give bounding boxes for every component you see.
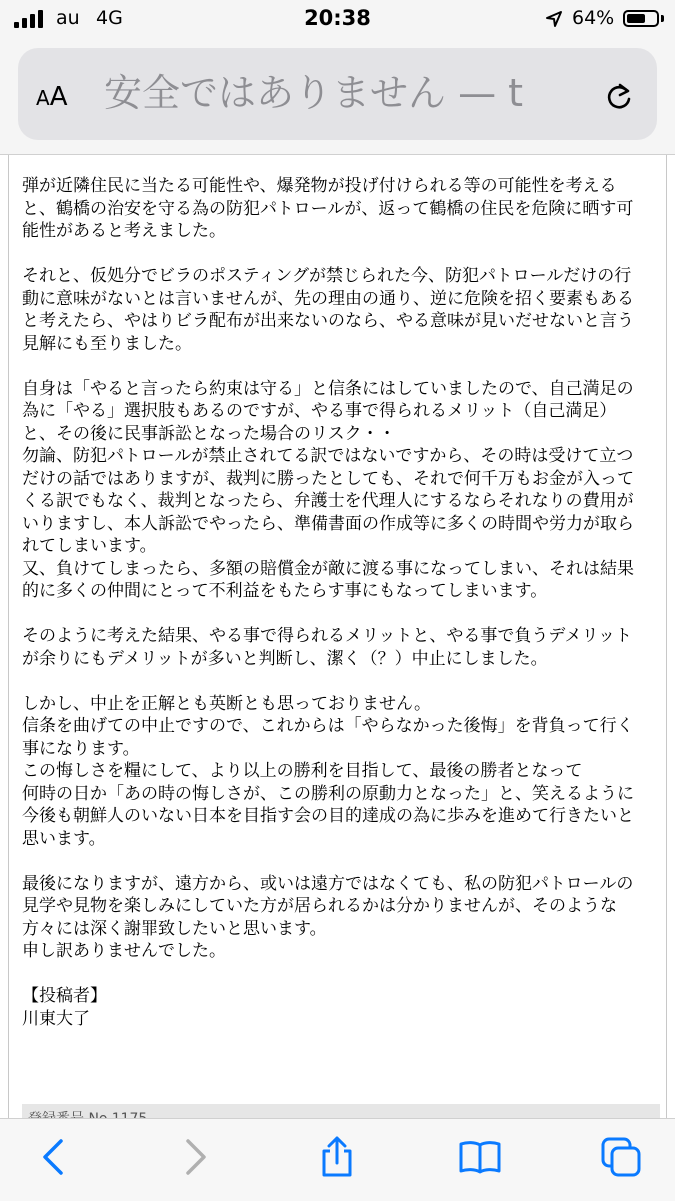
- article-line: 今後も朝鮮人のいない日本を目指す会の目的達成の為に歩みを進めて行きたいと: [22, 806, 634, 826]
- article-line: [22, 243, 662, 266]
- article-line: 何時の日か「あの時の悔しさが、この勝利の原動力となった」と、笑えるように: [22, 783, 634, 804]
- article-line: 的に多くの仲間にとって不利益をもたらす事にもなってしまいます。: [22, 581, 548, 601]
- article-line: 弾が近隣住民に当たる可能性や、爆発物が投げ付けられる等の可能性を考える: [22, 176, 617, 196]
- status-bar: [0, 0, 675, 40]
- address-bar[interactable]: [18, 48, 657, 140]
- article-line: [22, 670, 662, 693]
- text-size-button[interactable]: AA: [36, 82, 68, 112]
- article-line: [22, 850, 662, 873]
- battery-percent: 64%: [572, 7, 615, 29]
- article-line: だけの話ではありますが、裁判に勝ったとしても、それで何千万もお金が入って: [22, 468, 634, 489]
- location-icon: [545, 10, 563, 28]
- article-line: [22, 603, 662, 626]
- article-line: 勿論、防犯パトロールが禁止されてる訳ではないですから、その時は受けて立つ: [22, 446, 634, 466]
- back-icon[interactable]: [33, 1135, 77, 1179]
- article-line: れてしまいます。: [22, 536, 157, 556]
- clock: 20:38: [304, 6, 371, 30]
- article-body: [22, 175, 662, 1030]
- address-text[interactable]: 安全ではありません — t: [104, 71, 524, 115]
- article-line: それと、仮処分でビラのポスティングが禁じられた今、防犯パトロールだけの行: [22, 266, 632, 286]
- article-line: [22, 355, 662, 378]
- share-icon[interactable]: [315, 1135, 359, 1179]
- article-line: 川東大了: [22, 1008, 90, 1029]
- reload-icon[interactable]: [603, 81, 635, 113]
- battery-level: [627, 14, 645, 23]
- article-line: 申し訳ありませんでした。: [22, 941, 226, 961]
- article-line: 見解にも至りました。: [22, 333, 192, 354]
- article-line: 自身は「やると言ったら約束は守る」と信条にはしていましたので、自己満足の: [22, 378, 634, 399]
- battery-icon: [623, 10, 659, 27]
- article-line: くる訳でもなく、裁判となったら、弁護士を代理人にするならそれなりの費用が: [22, 491, 634, 511]
- article-line: と、その後に民事訴訟となった場合のリスク・・: [22, 423, 396, 444]
- article-line: と、鶴橋の治安を守る為の防犯パトロールが、返って鶴橋の住民を危険に晒す可: [22, 198, 634, 219]
- article-line: 見学や見物を楽しみにしていた方が居られるかは分かりませんが、そのような: [22, 896, 617, 916]
- battery-tip: [661, 15, 664, 22]
- article-line: 信条を曲げての中止ですので、これからは「やらなかった後悔」を背負って行く: [22, 716, 634, 736]
- article-line: 動に意味がないとは言いませんが、先の理由の通り、逆に危険を招く要素もある: [22, 288, 634, 309]
- bookmarks-icon[interactable]: [458, 1135, 502, 1179]
- tabs-icon[interactable]: [599, 1135, 643, 1179]
- article-line: 能性があると考えました。: [22, 221, 226, 241]
- article-line: [22, 963, 662, 986]
- article-line: と考えたら、やはりビラ配布が出来ないのなら、やる意味が見いだせないと言う: [22, 311, 634, 331]
- article-line: 【投稿者】: [22, 986, 107, 1006]
- page-content: [0, 155, 675, 1118]
- forward-icon[interactable]: [172, 1135, 216, 1179]
- article-line: 最後になりますが、遠方から、或いは遠方ではなくても、私の防犯パトロールの: [22, 873, 634, 894]
- article-line: が余りにもデメリットが多いと判断し、潔く（？）中止にしました。: [22, 648, 548, 669]
- network-type: 4G: [96, 7, 123, 29]
- article-line: そのように考えた結果、やる事で得られるメリットと、やる事で負うデメリット: [22, 626, 632, 646]
- article-line: 事になります。: [22, 738, 140, 759]
- carrier-label: au: [56, 7, 80, 29]
- browser-chrome: [0, 40, 675, 155]
- article-line: 方々には深く謝罪致したいと思います。: [22, 918, 327, 939]
- article-line: 思います。: [22, 828, 106, 849]
- bottom-toolbar: [0, 1118, 675, 1201]
- article-line: 為に「やる」選択肢もあるのですが、やる事で得られるメリット（自己満足）: [22, 401, 617, 421]
- article-line: この悔しさを糧にして、より以上の勝利を目指して、最後の勝者となって: [22, 761, 583, 781]
- article-line: しかし、中止を正解とも英断とも思っておりません。: [22, 693, 432, 714]
- article-line: 又、負けてしまったら、多額の賠償金が敵に渡る事になってしまい、それは結果: [22, 558, 634, 579]
- article-line: いりますし、本人訴訟でやったら、準備書面の作成等に多くの時間や労力が取ら: [22, 513, 634, 534]
